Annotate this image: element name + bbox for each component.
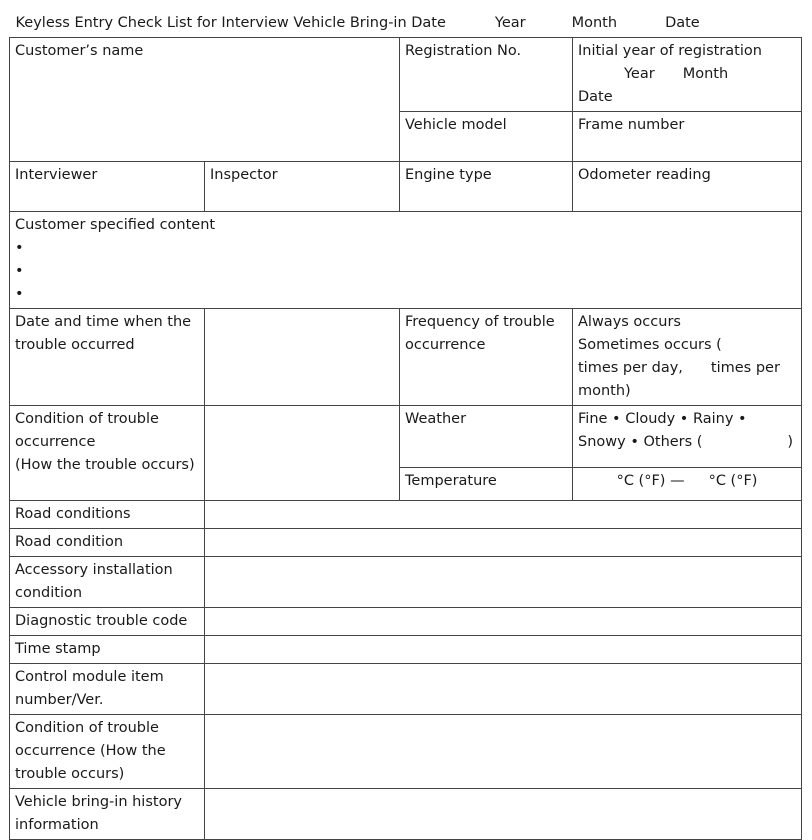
frequency-per-month-label-b: month) bbox=[578, 383, 631, 399]
row-label-text: Control module item number/Ver. bbox=[15, 669, 164, 708]
time-stamp-field[interactable] bbox=[205, 636, 802, 664]
row-label-diagnostic-trouble-code bbox=[10, 608, 205, 636]
bring-in-year-label: Year bbox=[494, 15, 526, 31]
frequency-per-day-label: times per day, bbox=[578, 360, 683, 376]
inspector-field[interactable] bbox=[205, 162, 400, 212]
row-label-control-module bbox=[10, 664, 205, 715]
customer-content-field[interactable] bbox=[10, 212, 802, 309]
row-label-text: Vehicle bring-in history information bbox=[15, 794, 182, 833]
date-time-field[interactable] bbox=[205, 309, 400, 406]
customer-name-label: Customer’s name bbox=[15, 43, 144, 59]
bullet-item: • bbox=[15, 263, 24, 279]
frame-number-field[interactable] bbox=[573, 112, 802, 162]
form-title: Keyless Entry Check List for Interview Vehicle Bring-in Date bbox=[15, 15, 446, 31]
engine-type-label: Engine type bbox=[405, 167, 492, 183]
frequency-always-option[interactable]: Always occurs bbox=[578, 314, 681, 330]
bring-in-month-label: Month bbox=[571, 15, 618, 31]
row-label-text: Road conditions bbox=[15, 506, 131, 522]
initial-registration-field[interactable] bbox=[573, 38, 802, 112]
engine-type-field[interactable] bbox=[400, 162, 573, 212]
row-label-road-condition bbox=[10, 529, 205, 557]
initial-registration-date-label: Date bbox=[578, 89, 613, 105]
initial-registration-year-label: Year bbox=[624, 66, 655, 82]
customer-content-label: Customer specified content bbox=[15, 217, 216, 233]
date-time-label-cell bbox=[10, 309, 205, 406]
date-time-label: Date and time when the trouble occurred bbox=[15, 314, 192, 353]
temperature-label: Temperature bbox=[405, 473, 497, 489]
row-label-road-conditions bbox=[10, 501, 205, 529]
row-label-text: Time stamp bbox=[15, 641, 101, 657]
control-module-field[interactable] bbox=[205, 664, 802, 715]
weather-options[interactable]: Fine • Cloudy • Rainy • Snowy • Others ( bbox=[578, 411, 747, 450]
frequency-sometimes-option[interactable]: Sometimes occurs ( bbox=[578, 337, 722, 353]
frequency-label-cell bbox=[400, 309, 573, 406]
vehicle-model-label: Vehicle model bbox=[405, 117, 507, 133]
bullet-item: • bbox=[15, 240, 24, 256]
initial-registration-month-label: Month bbox=[682, 66, 729, 82]
registration-no-label: Registration No. bbox=[405, 43, 522, 59]
diagnostic-trouble-code-field[interactable] bbox=[205, 608, 802, 636]
temperature-label-cell bbox=[400, 468, 573, 501]
frame-number-label: Frame number bbox=[578, 117, 685, 133]
weather-label: Weather bbox=[405, 411, 467, 427]
road-condition-field[interactable] bbox=[205, 529, 802, 557]
frequency-field[interactable] bbox=[573, 309, 802, 406]
condition-of-trouble-field[interactable] bbox=[205, 715, 802, 789]
odometer-label: Odometer reading bbox=[578, 167, 711, 183]
row-label-accessory-installation bbox=[10, 557, 205, 608]
accessory-installation-field[interactable] bbox=[205, 557, 802, 608]
vehicle-model-field[interactable] bbox=[400, 112, 573, 162]
weather-field[interactable] bbox=[573, 406, 802, 468]
registration-no-field[interactable] bbox=[400, 38, 573, 112]
inspector-label: Inspector bbox=[210, 167, 278, 183]
header-bar bbox=[10, 9, 802, 38]
row-label-text: Diagnostic trouble code bbox=[15, 613, 188, 629]
road-conditions-field[interactable] bbox=[205, 501, 802, 529]
weather-close-paren: ) bbox=[787, 434, 794, 450]
check-list-table bbox=[9, 9, 802, 840]
row-label-text: Accessory installation condition bbox=[15, 562, 173, 601]
row-label-bring-in-history bbox=[10, 789, 205, 840]
row-label-text: Condition of trouble occurrence (How the trouble occurs) bbox=[15, 720, 166, 782]
temperature-to: °C (°F) bbox=[708, 473, 758, 489]
interviewer-label: Interviewer bbox=[15, 167, 98, 183]
condition-sub-label: (How the trouble occurs) bbox=[15, 457, 195, 473]
interviewer-field[interactable] bbox=[10, 162, 205, 212]
frequency-per-month-label-a: times per bbox=[710, 360, 780, 376]
odometer-field[interactable] bbox=[573, 162, 802, 212]
bring-in-history-field[interactable] bbox=[205, 789, 802, 840]
temperature-field[interactable] bbox=[573, 468, 802, 501]
initial-registration-label: Initial year of registration bbox=[578, 43, 762, 59]
temperature-from: °C (°F) — bbox=[616, 473, 685, 489]
customer-name-field[interactable] bbox=[10, 38, 400, 162]
condition-label: Condition of trouble occurrence bbox=[15, 411, 159, 450]
bring-in-date-label: Date bbox=[665, 15, 700, 31]
bullet-item: • bbox=[15, 286, 24, 302]
weather-label-cell bbox=[400, 406, 573, 468]
row-label-condition-of-trouble bbox=[10, 715, 205, 789]
condition-field[interactable] bbox=[205, 406, 400, 501]
frequency-label: Frequency of trouble occurrence bbox=[405, 314, 555, 353]
row-label-text: Road condition bbox=[15, 534, 124, 550]
condition-label-cell bbox=[10, 406, 205, 501]
keyless-entry-check-list bbox=[9, 9, 802, 840]
row-label-time-stamp bbox=[10, 636, 205, 664]
